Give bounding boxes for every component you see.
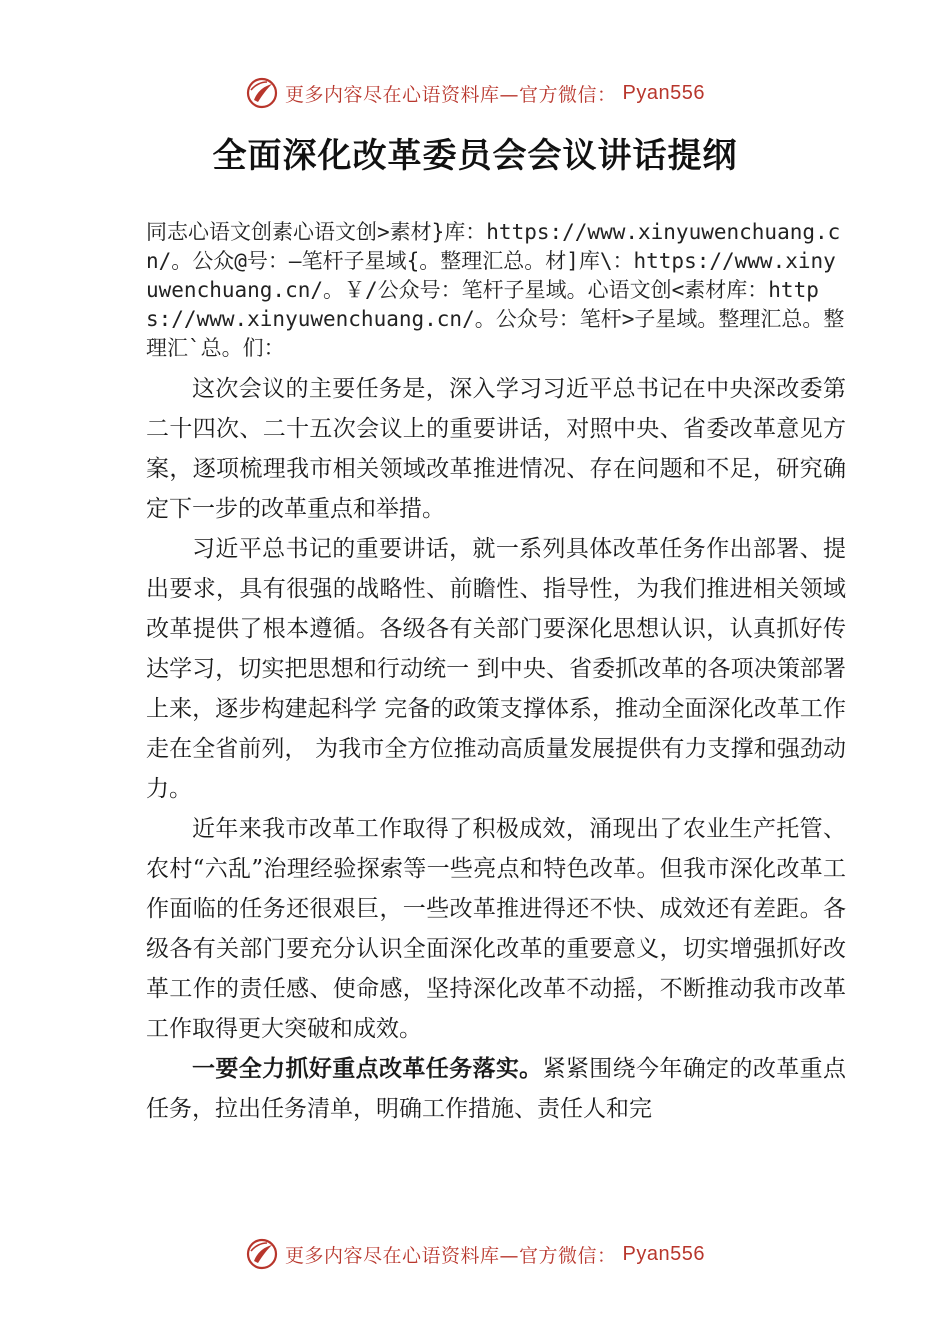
paragraph-4	[146, 1049, 846, 1129]
watermark-text: 更多内容尽在心语资料库—官方微信：	[285, 83, 617, 106]
watermark-text: 更多内容尽在心语资料库—官方微信：	[285, 1244, 617, 1267]
paragraph-4-text: 紧紧围绕今年确定的改革重点任务，拉出任务清单，明确工作措施、责任人和完	[146, 1056, 847, 1122]
brand-logo-icon	[245, 76, 279, 110]
watermark-wechat-id: Pyan556	[622, 1242, 705, 1265]
document-body	[146, 218, 846, 1129]
watermark-wechat-id: Pyan556	[622, 81, 705, 104]
paragraph-3: 近年来我市改革工作取得了积极成效，涌现出了农业生产托管、农村“六乱”治理经验探索等一些亮点和特色改革。但我市深化改革工作面临的任务还很艰巨，一些改革推进得还不快、成效还有差距。各级各有关部门要充分认识全面深化改革的重要意义，切实增强抓好改革工作的责任感、使命感，坚持深化改革不动摇，不断推动我市改革工作取得更大突破和成效。	[146, 816, 846, 1042]
brand-logo-icon	[245, 1237, 279, 1271]
paragraph-4-lead: 一要全力抓好重点改革任务落实。	[192, 1056, 543, 1082]
watermark-header	[0, 76, 950, 110]
watermark-footer	[0, 1237, 950, 1271]
source-prefix-text: 同志心语文创素心语文创>素材}库：https://www.xinyuwenchuang.cn/。公众@号：—笔杆子星域{。整理汇总。材]库\：https://www.xinyuwenchuang.cn/。￥/公众号：笔杆子星域。心语文创<素材库：https://www.xinyuwenchuang.cn/。公众号：笔杆>子星域。整理汇总。整理汇`总。们：	[146, 220, 845, 360]
paragraph-2: 习近平总书记的重要讲话，就一系列具体改革任务作出部署、提出要求，具有很强的战略性、前瞻性、指导性，为我们推进相关领域改革提供了根本遵循。各级各有关部门要深化思想认识，认真抓好传达学习，切实把思想和行动统一 到中央、省委抓改革的各项决策部署上来，逐步构建起科学 完备的政策支撑体系，推动全面深化改革工作走在全省前列， 为我市全方位推动高质量发展提供有力支撑和强劲动力。	[146, 536, 846, 802]
paragraph-1: 这次会议的主要任务是，深入学习习近平总书记在中央深改委第二十四次、二十五次会议上的重要讲话，对照中央、省委改革意见方案，逐项梳理我市相关领域改革推进情况、存在问题和不足，研究确定下一步的改革重点和举措。	[146, 376, 846, 522]
document-title: 全面深化改革委员会会议讲话提纲	[212, 136, 738, 176]
